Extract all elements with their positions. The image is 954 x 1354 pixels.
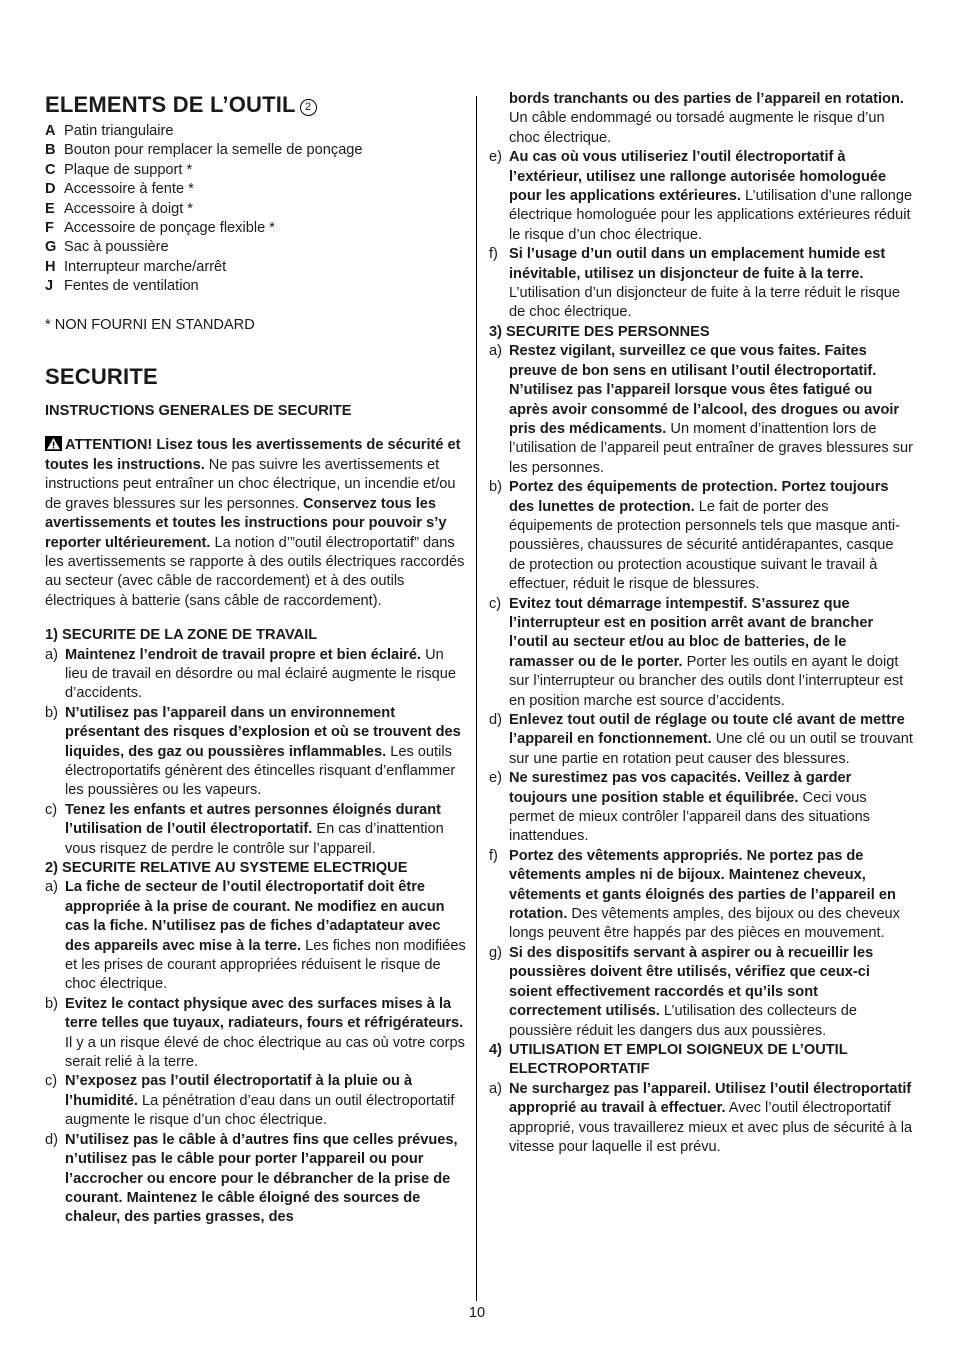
legend-item: H Interrupteur marche/arrêt (45, 258, 227, 275)
warning-triangle-icon (45, 436, 62, 451)
warning-paragraph: ATTENTION! Lisez tous les avertissements de sécurité et toutes les instructions. Ne pas suivre les avertissements et instructions peut entraîner un choc électrique, un incendie et/ou de graves blessures sur les personnes. Conservez tous les avertissements et toutes les instructions pour pouvoir s’y reporter ultérieurement. La notion d’”outil électroportatif” dans les avertissements se rapporte à des outils électriques raccordés au secteur (avec câble de raccordement) et à des outils électriques à batterie (sans câble de raccordement). (45, 437, 465, 609)
list-item: d) N’utilisez pas le câble à d’autres fins que celles prévues, n’utilisez pas le câble pour porter l’appareil ou pour l’accrocher ou encore pour le débrancher de la prise de courant. Maintenez le câble éloigné des sources de chaleur, des parties grasses, des (45, 1131, 458, 1226)
list-item: f) Portez des vêtements appropriés. Ne portez pas de vêtements amples ni de bijoux. Maintenez cheveux, vêtements et gants éloignés des parties de l’appareil en rotation. Des vêtements amples, des bijoux ou des cheveux longs peuvent être happés par des pièces en mouvement. (489, 847, 900, 942)
legend-item: J Fentes de ventilation (45, 278, 199, 295)
page-number: 10 (468, 1305, 486, 1321)
list-item: b) Portez des équipements de protection. Portez toujours des lunettes de protection. Le fait de porter des équipements de protection personnels tels que masque anti-poussières, chaussures de sécurité antidérapantes, casque de protection ou protection acoustique suivant le travail à effectuer, réduit le risque de blessures. (489, 479, 901, 593)
securite-heading: SECURITE (45, 364, 158, 390)
list-item: a) Restez vigilant, surveillez ce que vous faites. Faites preuve de bon sens en utilisant l’outil électroportatif. N’utilisez pas l’appareil lorsque vous êtes fatigué ou après avoir consommé de l’alcool, des drogues ou avoir pris des médicaments. Un moment d’inattention lors de l’utilisation de l’appareil peut entraîner de graves blessures sur les personnes. (489, 343, 913, 476)
not-supplied-note: * NON FOURNI EN STANDARD (45, 316, 255, 333)
general-instructions-heading: INSTRUCTIONS GENERALES DE SECURITE (45, 403, 352, 420)
legend-item: E Accessoire à doigt * (45, 200, 193, 217)
column-divider (476, 96, 477, 1301)
list-item: c) N’exposez pas l’outil électroportatif à la pluie ou à l’humidité. La pénétration d’eau dans un outil électroportatif augmente le risque d’un choc électrique. (45, 1073, 455, 1129)
list-item: e) Au cas où vous utiliseriez l’outil électroportatif à l’extérieur, utilisez une rallonge autorisée homologuée pour les applications extérieures. L’utilisation d’une rallonge électrique homologuée pour les applications extérieures réduit le risque d’un choc électrique. (489, 149, 913, 243)
legend-item: A Patin triangulaire (45, 123, 174, 139)
elements-legend (45, 122, 467, 297)
legend-item: D Accessoire à fente * (45, 181, 194, 198)
list-item: e) Ne surestimez pas vos capacités. Veillez à garder toujours une position stable et équilibrée. Ceci vous permet de mieux contrôler l’appareil dans des situations inattendues. (489, 770, 870, 845)
list-item: a) Ne surchargez pas l’appareil. Utilisez l’outil électroportatif approprié au travail à effectuer. Avec l’outil électroportatif approprié, vous travaillerez mieux et avec plus de sécurité à la vitesse pour laquelle il est prévu. (489, 1080, 913, 1155)
section-3-heading: 3) SECURITE DES PERSONNES (489, 323, 710, 340)
list-item: a) La fiche de secteur de l’outil électroportatif doit être appropriée à la prise de courant. Ne modifiez en aucun cas la fiche. N’utilisez pas de fiches d’adaptateur avec des appareils avec mise à la terre. Les fiches non modifiées et les prises de courant appropriées réduisent le risque de choc électrique. (45, 879, 466, 993)
list-item: a) Maintenez l’endroit de travail propre et bien éclairé. Un lieu de travail en désordre ou mal éclairé augmente le risque d’accidents. (45, 646, 457, 702)
legend-item: F Accessoire de ponçage flexible * (45, 220, 275, 237)
legend-item: G Sac à poussière (45, 239, 169, 256)
list-item: d) Enlevez tout outil de réglage ou toute clé avant de mettre l’appareil en fonctionnement. Une clé ou un outil se trouvant sur une partie en rotation peut causer des blessures. (489, 712, 913, 767)
list-item: c) Tenez les enfants et autres personnes éloignés durant l’utilisation de l’outil électroportatif. En cas d’inattention vous risquez de perdre le contrôle sur l’appareil. (45, 801, 444, 857)
elements-heading: ELEMENTS DE L’OUTIL 2 (45, 91, 467, 119)
left-column (45, 90, 467, 1228)
section-2-heading: 2) SECURITE RELATIVE AU SYSTEME ELECTRIQUE (45, 860, 408, 876)
section-1-heading: 1) SECURITE DE LA ZONE DE TRAVAIL (45, 627, 318, 644)
list-item: b) Evitez le contact physique avec des surfaces mises à la terre telles que tuyaux, radiateurs, fours et réfrigérateurs. Il y a un risque élevé de choc électrique au cas où votre corps serait relié à la terre. (45, 995, 465, 1071)
right-column (489, 90, 913, 1157)
list-item: b) N’utilisez pas l’appareil dans un environnement présentant des risques d’explosion et où se trouvent des liquides, des gaz ou poussières inflammables. Les outils électroportatifs génèrent des étincelles risquant d’enflammer les poussières ou les vapeurs. (45, 704, 461, 799)
list-item: g) Si des dispositifs servant à aspirer ou à recueillir les poussières doivent être utilisés, vérifiez que ceux-ci soient effectivement raccordés et qu’ils sont correctement utilisés. L’utilisation des collecteurs de poussière réduit les dangers dus aux poussières. (489, 944, 874, 1039)
legend-item: B Bouton pour remplacer la semelle de ponçage (45, 142, 363, 159)
list-item: f) Si l’usage d’un outil dans un emplacement humide est inévitable, utilisez un disjoncteur de fuite à la terre. L’utilisation d’un disjoncteur de fuite à la terre réduit le risque de choc électrique. (489, 246, 901, 321)
figure-reference: 2 (300, 99, 317, 116)
section-4-heading: 4) UTILISATION ET EMPLOI SOIGNEUX DE L’OUTIL ELECTROPORTATIF (489, 1041, 848, 1078)
list-item-continuation: bords tranchants ou des parties de l’appareil en rotation. Un câble endommagé ou torsadé augmente le risque d’un choc électrique. (509, 91, 904, 146)
legend-item: C Plaque de support * (45, 161, 193, 178)
list-item: c) Evitez tout démarrage intempestif. S’assurez que l’interrupteur est en position arrêt avant de brancher l’outil au secteur et/ou au bloc de batteries, de le ramasser ou de le porter. Porter les outils en ayant le doigt sur l’interrupteur ou brancher des outils dont l’interrupteur est en position marche est source d’accidents. (489, 595, 904, 709)
